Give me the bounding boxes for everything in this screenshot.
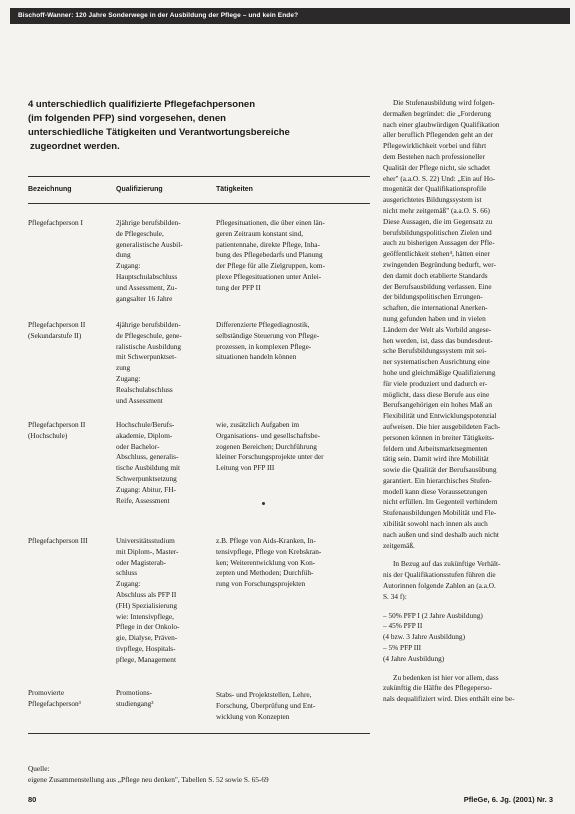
paragraph-line: feldern und Arbeitsmarktsegmenten — [383, 443, 488, 453]
paragraph-line: schaften, die international Anerken- — [383, 303, 488, 313]
paragraph-line: hen werden, ist, dass das bundesdeut- — [383, 335, 493, 345]
spacer — [383, 551, 555, 559]
paragraph-line: garantiert. Ein hierarchisches Stufen- — [383, 475, 492, 485]
paragraph-line: nicht erfüllen. Im Gegenteil verhindern — [383, 497, 498, 507]
table-cell-qualifizierung — [116, 420, 180, 506]
heading-line: unterschiedliche Tätigkeiten und Verantwortungsbereiche — [28, 127, 290, 138]
cell-line: Hauptschulabschluss — [116, 271, 178, 281]
cell-line: schluss — [116, 568, 138, 578]
article-heading — [28, 98, 358, 154]
paragraph-line: für viele produziert und dadurch er- — [383, 378, 488, 388]
table-cell-bezeichnung — [28, 320, 85, 342]
spacer — [383, 603, 555, 611]
cell-line: wie, zusätzlich Aufgaben im — [216, 420, 300, 429]
cell-line: ralistische Ausbildung — [116, 341, 182, 351]
cell-line: tivpflege, Hospitals- — [116, 643, 176, 653]
paragraph-line: personen können in breiter Tätigkeits- — [383, 432, 495, 442]
bullet-list — [383, 611, 555, 665]
cell-line: ken; Weiterentwicklung von Kon- — [216, 557, 316, 567]
paragraph-line: Die Stufenausbildung wird folgen- — [393, 98, 495, 107]
cell-line: de Pflegeschule, — [116, 228, 164, 238]
table-cell-qualifizierung — [116, 688, 153, 710]
cell-line: 4jährige berufsbilden- — [116, 320, 181, 329]
spacer — [383, 665, 555, 673]
cell-line: geren Zeitraum konstant sind, — [216, 228, 304, 238]
cell-line: Promotions- — [116, 688, 153, 697]
cell-line: Abschluss als PFP II — [116, 589, 177, 599]
cell-line: (Hochschule) — [28, 430, 68, 440]
cell-line: de Pflegeschule, gene- — [116, 330, 182, 340]
table-cell-taetigkeiten — [216, 690, 315, 722]
cell-line: bung des Pflegebedarfs und Planung — [216, 250, 323, 260]
paragraph-line: der bildungspolitischen Errungen- — [383, 292, 483, 302]
table-cell-bezeichnung — [28, 536, 88, 547]
paragraph-line: Pflegewirklichkeit vorbei und führt — [383, 141, 487, 151]
table-cell-qualifizierung — [116, 320, 182, 406]
paragraph-line: Flexibilität und Entwicklungspotenzial — [383, 411, 497, 421]
cell-line: Zugang: — [116, 373, 141, 383]
stray-mark — [262, 502, 265, 505]
cell-line: Pflegefachperson II — [28, 420, 86, 429]
list-item: – 50% PFP I (2 Jahre Ausbildung) — [383, 610, 483, 620]
cell-line: prozessen, in komplexen Pflege- — [216, 341, 312, 351]
cell-line: akademie, Diplom- — [116, 430, 173, 440]
cell-line: tung der PFP II — [216, 282, 261, 292]
cell-line: Stabs- und Projektstellen, Lehre, — [216, 690, 312, 699]
paragraph-line: Stufenausbildungen Mobilität und Fle- — [383, 508, 497, 518]
paragraph-line: Zu bedenken ist hier vor allem, dass — [393, 672, 499, 682]
cell-line: tensivpflege, Pflege von Krebskran- — [216, 546, 322, 556]
paragraph-line: sowie die Qualität der Berufsausübung — [383, 465, 497, 475]
paragraph-line: hohe und gleichmäßige Qualifizierung — [383, 367, 496, 377]
cell-line: Organisations- und gesellschaftsbe- — [216, 430, 321, 440]
paragraph-line: nicht mehr zeitgemäß" (a.a.O. S. 66) — [383, 205, 490, 215]
paragraph — [383, 559, 555, 602]
table-top-rule — [28, 176, 370, 177]
paragraph-line: sche Berufsbildungssystem mit sei- — [383, 346, 487, 356]
cell-line: Zugang: Abitur, FH- — [116, 484, 176, 494]
paragraph-line: Autorinnen folgende Zahlen an (a.a.O. — [383, 581, 496, 591]
table-cell-taetigkeiten — [216, 320, 319, 363]
paragraph-line: mogenität der Qualifikationsprofile — [383, 184, 487, 194]
paragraph-line: zeitgemäß. — [383, 540, 415, 550]
cell-line: Forschung, Überprüfung und Ent- — [216, 700, 316, 710]
cell-line: Reife, Assessment — [116, 495, 170, 505]
page-number: 80 — [28, 795, 37, 804]
cell-line: pflege, Management — [116, 654, 176, 664]
cell-line: wie: Intensivpflege, — [116, 611, 174, 621]
heading-line: (im folgenden PFP) sind vorgesehen, denen — [28, 113, 226, 124]
running-header: Bischoff-Wanner: 120 Jahre Sonderwege in der Ausbildung der Pflege – und kein Ende? — [10, 8, 570, 24]
source-text: eigene Zusammenstellung aus „Pflege neu denken", Tabellen S. 52 sowie S. 65-69 — [28, 774, 269, 784]
table-cell-taetigkeiten — [216, 536, 321, 590]
table-cell-taetigkeiten — [216, 420, 324, 474]
cell-line: zogenen Bereichen; Durchführung — [216, 441, 317, 451]
paragraph-line: nung gefunden haben und in vielen — [383, 313, 486, 323]
cell-line: generalistische Ausbil- — [116, 239, 183, 249]
cell-line: 2jährige berufsbilden- — [116, 218, 181, 227]
paragraph-line: Qualität der Pflege nicht, sie schadet — [383, 162, 490, 172]
paragraph-line: auch zu bisherigen Aussagen der Pfle- — [383, 238, 495, 248]
cell-line: zung — [116, 363, 131, 373]
cell-line: Leitung von PFP III — [216, 463, 275, 473]
table-cell-bezeichnung — [28, 420, 85, 442]
paragraph-line: geöffentlichkeit stehen⁴, hätten einer — [383, 249, 490, 259]
cell-line: und Assessment — [116, 395, 163, 405]
paragraph — [383, 98, 555, 551]
paragraph-line: aufweisen. Die hier ausgebildeten Fach- — [383, 421, 501, 431]
cell-line: Zugang: — [116, 579, 141, 589]
list-item: – 45% PFP II — [383, 621, 423, 631]
paragraph-line: S. 34 f): — [383, 591, 407, 601]
paragraph-line: zukünftig die Hälfte des Pflegeperso- — [383, 683, 493, 693]
paragraph-line: Berufsangehörigen ein hohes Maß an — [383, 400, 493, 410]
paragraph-line: tätig sein. Damit wird ihre Mobilität — [383, 454, 489, 464]
cell-line: Differenzierte Pflegediagnostik, — [216, 320, 310, 329]
cell-line: gie, Dialyse, Präven- — [116, 633, 178, 643]
cell-line: Schwerpunktsetzung — [116, 473, 177, 483]
paragraph-line: Ländern der Welt als Vorbild angese- — [383, 324, 492, 334]
cell-line: wicklung von Konzepten — [216, 711, 290, 721]
paragraph-line: dermaßen begründet: die „Forderung — [383, 108, 491, 118]
cell-line: gangsalter 16 Jahre — [116, 293, 173, 303]
paragraph-line: In Bezug auf das zukünftige Verhält- — [393, 559, 501, 569]
paragraph — [383, 673, 555, 705]
column-header-taetigkeiten: Tätigkeiten — [216, 186, 253, 193]
table-cell-bezeichnung — [28, 218, 83, 229]
column-header-bezeichnung: Bezeichnung — [28, 186, 72, 193]
cell-line: tische Ausbildung mit — [116, 463, 181, 473]
source-label: Quelle: — [28, 764, 50, 773]
paragraph-line: modell kann diese Voraussetzungen — [383, 486, 488, 496]
paragraph-line: nach außen und sind deshalb auch nicht — [383, 529, 499, 539]
paragraph-line: aller beruflich Pflegenden geht an der — [383, 130, 494, 140]
cell-line: rung von Forschungsprojekten — [216, 579, 306, 589]
paragraph-line: berufsbildungspolitischen Zielen und — [383, 227, 492, 237]
cell-line: Pflege in der Onkolo- — [116, 622, 180, 632]
paragraph-line: dem Bestehen nach professioneller — [383, 151, 485, 161]
cell-line: z.B. Pflege von Aids-Kranken, In- — [216, 536, 316, 545]
paragraph-line: Diese Aussagen, die im Gegensatz zu — [383, 216, 493, 226]
list-item: (4 bzw. 3 Jahre Ausbildung) — [383, 632, 466, 642]
paragraph-line: ner systematischen Ausrichtung eine — [383, 357, 490, 367]
cell-line: mit Schwerpunktset- — [116, 352, 177, 362]
cell-line: der Pflege für alle Zielgruppen, kom- — [216, 261, 326, 271]
cell-line: kleiner Forschungsprojekte unter der — [216, 452, 324, 462]
paragraph-line: nis der Qualifikationsstufen führen die — [383, 570, 496, 580]
journal-citation: PfleGe, 6. Jg. (2001) Nr. 3 — [463, 795, 553, 804]
cell-line: Pflegefachperson I — [28, 218, 83, 227]
heading-line: zugeordnet werden. — [30, 141, 120, 152]
table-header-rule — [28, 203, 370, 204]
cell-line: patientennahe, direkte Pflege, Inha- — [216, 239, 320, 249]
paragraph-line: nals dequalifiziert wird. Dies enthält eine be- — [383, 694, 515, 704]
cell-line: dung — [116, 250, 131, 260]
paragraph-line: ausgerichtetes Bildungssystem ist — [383, 195, 482, 205]
cell-line: mit Diplom-, Master- — [116, 546, 179, 556]
cell-line: Abschluss, generalis- — [116, 452, 179, 462]
paragraph-line: nach einer glaubwürdigen Qualifikation — [383, 119, 500, 129]
cell-line: zepten und Methoden; Durchfüh- — [216, 568, 314, 578]
cell-line: oder Bachelor- — [116, 441, 160, 451]
body-text-column — [383, 98, 555, 705]
table-cell-bezeichnung — [28, 688, 81, 710]
table-bottom-rule — [28, 733, 370, 734]
paragraph-line: xibilität sowohl nach innen als auch — [383, 519, 488, 529]
cell-line: oder Magisterab- — [116, 557, 167, 567]
list-item: (4 Jahre Ausbildung) — [383, 653, 445, 663]
cell-line: Pflegesituationen, die über einen län- — [216, 218, 325, 227]
paragraph-line: eher" (a.a.O. S. 22) Und: „Ein auf Ho- — [383, 173, 496, 183]
cell-line: Pflegefachperson III — [28, 536, 88, 545]
cell-line: Hochschule/Berufs- — [116, 420, 175, 429]
cell-line: Zugang: — [116, 261, 141, 271]
cell-line: (FH) Spezialisierung — [116, 600, 177, 610]
cell-line: Universitätsstudium — [116, 536, 175, 545]
table-source — [28, 764, 269, 786]
table-cell-taetigkeiten — [216, 218, 325, 294]
cell-line: situationen handeln können — [216, 352, 297, 362]
cell-line: Pflegefachperson II — [28, 320, 86, 329]
cell-line: Pflegefachperson³ — [28, 698, 81, 708]
heading-line: 4 unterschiedlich qualifizierte Pflegefachpersonen — [28, 99, 256, 110]
table-cell-qualifizierung — [116, 536, 179, 666]
paragraph-line: den damit doch etablierte Standards — [383, 270, 488, 280]
paragraph-line: möglicht, dass diese Berufe aus eine — [383, 389, 490, 399]
list-item: – 5% PFP III — [383, 643, 422, 653]
cell-line: plexe Pflegesituationen unter Anlei- — [216, 271, 322, 281]
column-header-qualifizierung: Qualifizierung — [116, 186, 163, 193]
cell-line: (Sekundarstufe II) — [28, 330, 82, 340]
cell-line: und Assessment, Zu- — [116, 282, 178, 292]
cell-line: Realschulabschluss — [116, 384, 173, 394]
table-cell-qualifizierung — [116, 218, 183, 304]
cell-line: studiengang³ — [116, 698, 154, 708]
cell-line: Promovierte — [28, 688, 65, 697]
paragraph-line: zwingenden Begründung bedurft, wer- — [383, 259, 496, 269]
cell-line: selbständige Steuerung von Pflege- — [216, 330, 320, 340]
paragraph-line: der Berufsausbildung verlassen. Eine — [383, 281, 492, 291]
